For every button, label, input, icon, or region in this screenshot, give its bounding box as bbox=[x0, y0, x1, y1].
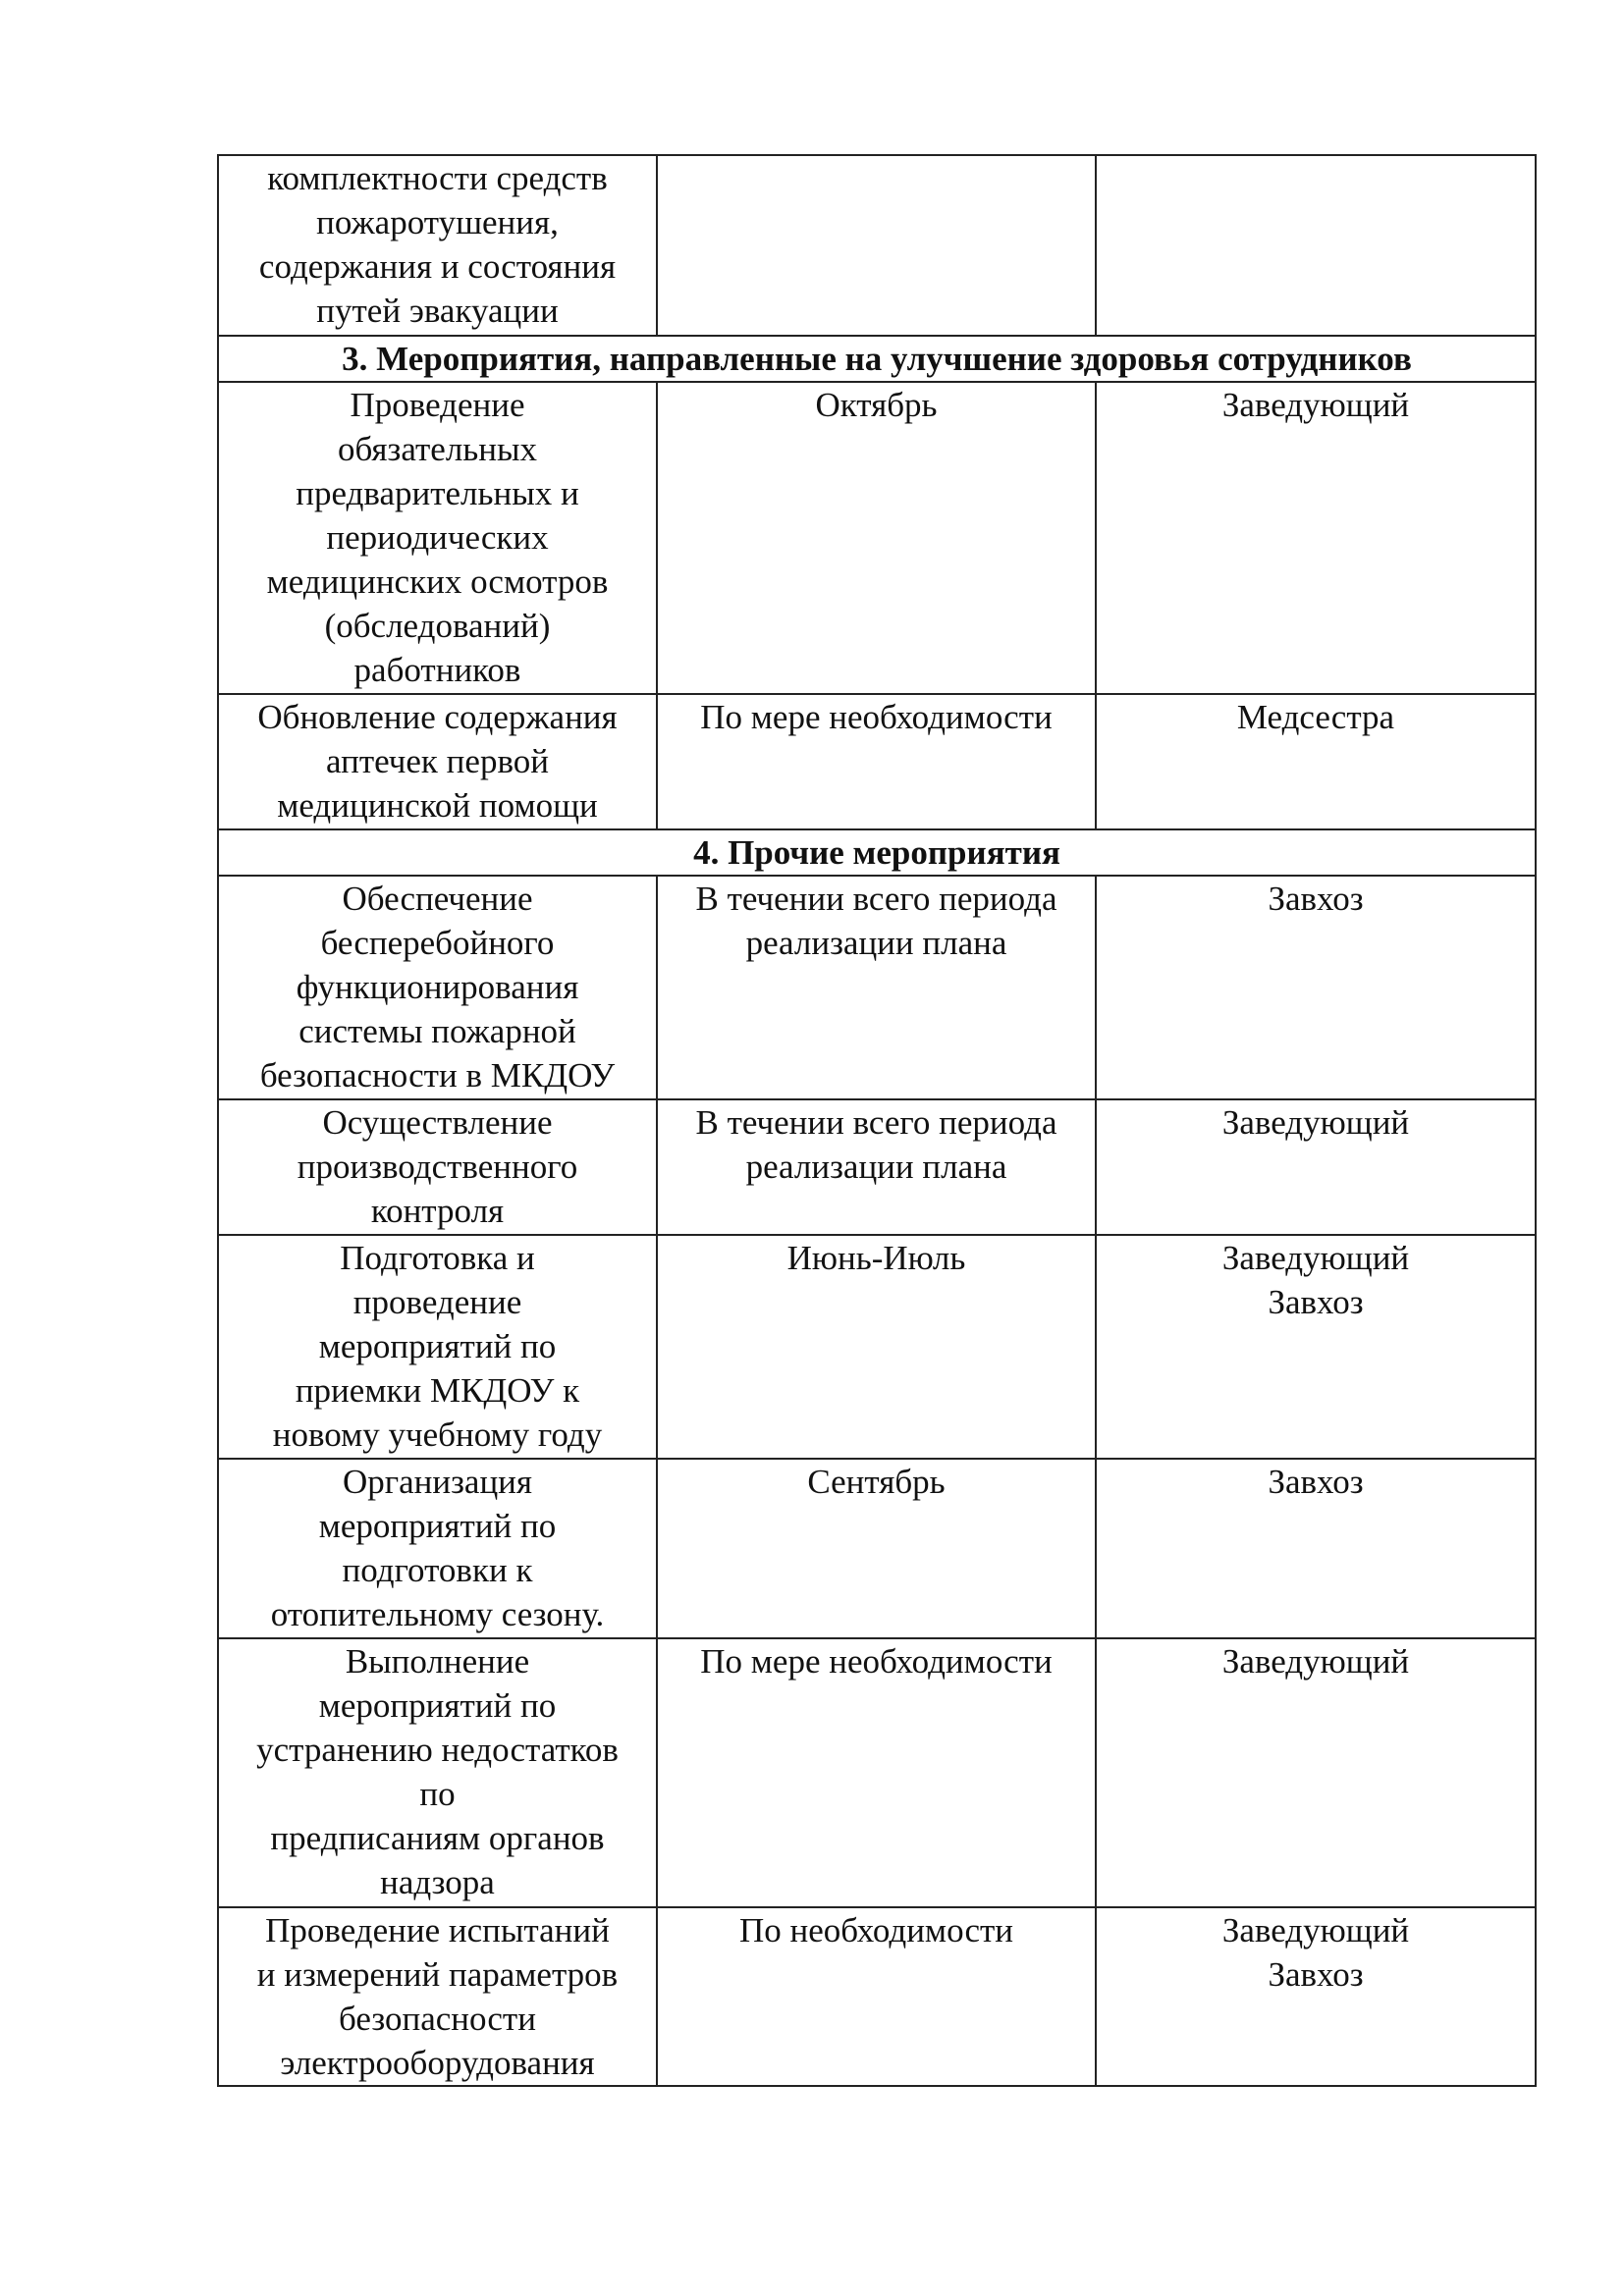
term-text: По необходимости bbox=[738, 1911, 1014, 1949]
term-cell bbox=[657, 1638, 1096, 1907]
term-text: По мере необходимости bbox=[700, 1642, 1053, 1681]
responsible-cell bbox=[1096, 1235, 1536, 1459]
responsible-text: Заведующий bbox=[1221, 1642, 1410, 1681]
term-cell bbox=[657, 382, 1096, 694]
responsible-text: Заведующий Завхоз bbox=[1221, 1911, 1410, 1994]
measure-cell bbox=[218, 1907, 657, 2086]
measure-cell bbox=[218, 1459, 657, 1638]
term-text: В течении всего периода реализации плана bbox=[695, 1103, 1057, 1186]
responsible-cell bbox=[1096, 1459, 1536, 1638]
responsible-text: Заведующий bbox=[1221, 386, 1410, 424]
measure-text: Обновление содержания аптечек первой медицинской помощи bbox=[257, 698, 618, 825]
measure-text: Организация мероприятий по подготовки к отопительному сезону. bbox=[270, 1463, 605, 1633]
responsible-cell bbox=[1096, 694, 1536, 829]
term-cell bbox=[657, 694, 1096, 829]
section-header-row bbox=[218, 336, 1536, 382]
responsible-text: Завхоз bbox=[1268, 1463, 1364, 1501]
measure-cell bbox=[218, 694, 657, 829]
responsible-text: Завхоз bbox=[1268, 880, 1364, 918]
term-cell bbox=[657, 1235, 1096, 1459]
table-row bbox=[218, 1235, 1536, 1459]
responsible-cell bbox=[1096, 1907, 1536, 2086]
table-row bbox=[218, 876, 1536, 1099]
table-row bbox=[218, 1638, 1536, 1907]
measure-cell bbox=[218, 1235, 657, 1459]
term-cell bbox=[657, 1459, 1096, 1638]
term-text: Сентябрь bbox=[807, 1463, 946, 1501]
table-row bbox=[218, 1459, 1536, 1638]
measure-cell bbox=[218, 382, 657, 694]
measure-text: Обеспечение бесперебойного функционирования системы пожарной безопасности в МКДОУ bbox=[259, 880, 616, 1095]
term-text: Июнь-Июль bbox=[786, 1239, 966, 1277]
term-cell bbox=[657, 155, 1096, 336]
term-cell bbox=[657, 1907, 1096, 2086]
term-cell bbox=[657, 1099, 1096, 1235]
measure-cell bbox=[218, 1638, 657, 1907]
responsible-text: Медсестра bbox=[1236, 698, 1395, 736]
measure-cell bbox=[218, 155, 657, 336]
responsible-cell bbox=[1096, 876, 1536, 1099]
term-text: По мере необходимости bbox=[700, 698, 1053, 736]
responsible-cell bbox=[1096, 382, 1536, 694]
measures-table bbox=[217, 154, 1537, 2087]
section-heading-4: 4. Прочие мероприятия bbox=[218, 829, 1536, 876]
measure-text: комплектности средств пожаротушения, содержания и состояния путей эвакуации bbox=[258, 159, 617, 330]
term-cell bbox=[657, 876, 1096, 1099]
term-text: В течении всего периода реализации плана bbox=[695, 880, 1057, 962]
responsible-text: Заведующий bbox=[1221, 1103, 1410, 1142]
responsible-text: Заведующий Завхоз bbox=[1221, 1239, 1410, 1321]
term-text: Октябрь bbox=[815, 386, 938, 424]
measure-text: Осуществление производственного контроля bbox=[297, 1103, 578, 1230]
measure-text: Выполнение мероприятий по устранению недостатков по предписаниям органов надзора bbox=[256, 1642, 619, 1901]
measure-text: Проведение обязательных предварительных и периодических медицинских осмотров (обследований) работников bbox=[266, 386, 609, 689]
table-row bbox=[218, 155, 1536, 336]
table-row bbox=[218, 382, 1536, 694]
measure-cell bbox=[218, 1099, 657, 1235]
responsible-cell bbox=[1096, 1638, 1536, 1907]
section-header-row bbox=[218, 829, 1536, 876]
responsible-cell bbox=[1096, 155, 1536, 336]
table-row bbox=[218, 1907, 1536, 2086]
measure-cell bbox=[218, 876, 657, 1099]
measure-text: Проведение испытаний и измерений параметров безопасности электрооборудования bbox=[256, 1911, 619, 2082]
responsible-cell bbox=[1096, 1099, 1536, 1235]
table-row bbox=[218, 694, 1536, 829]
table-row bbox=[218, 1099, 1536, 1235]
measure-text: Подготовка и проведение мероприятий по приемки МКДОУ к новому учебному году bbox=[272, 1239, 603, 1454]
section-heading-3: 3. Мероприятия, направленные на улучшение здоровья сотрудников bbox=[218, 336, 1536, 382]
